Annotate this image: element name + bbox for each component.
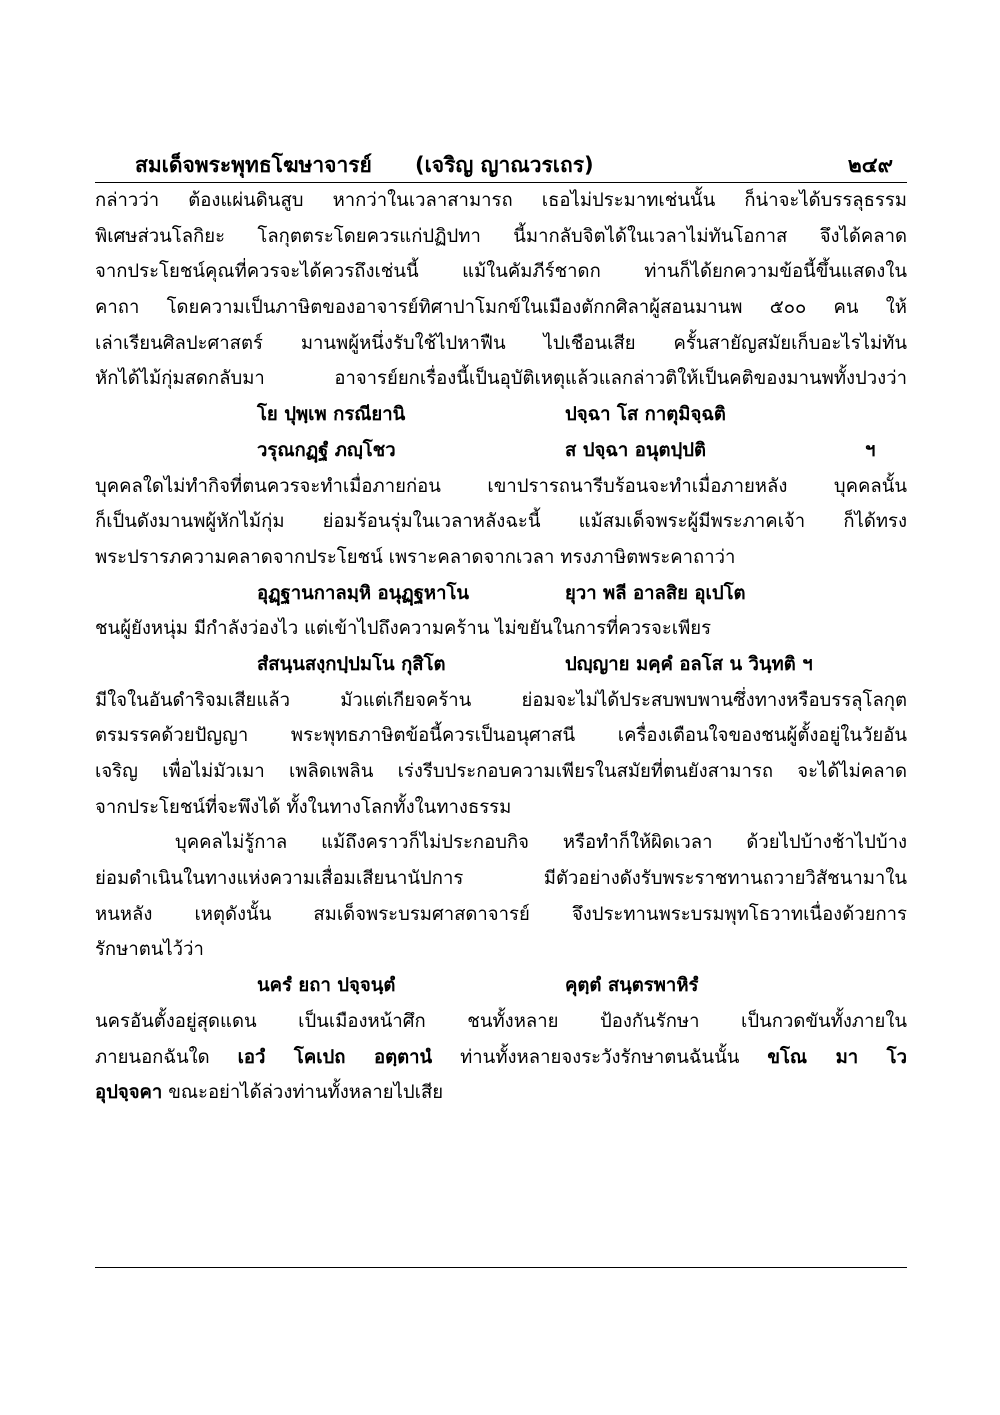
text-line: รักษาตนไว้ว่า <box>95 939 204 961</box>
text-line: คาถา โดยความเป็นภาษิตของอาจารย์ทิศาปาโมกข์ในเมืองตักกศิลาผู้สอนมานพ ๕๐๐ คน ให้ <box>95 297 907 319</box>
paragraph-5 <box>95 825 907 968</box>
text-line: นครอันตั้งอยู่สุดแดน เป็นเมืองหน้าศึก ชนทั้งหลาย ป้องกันรักษา เป็นกวดขันทั้งภายใน <box>95 1010 907 1032</box>
verse-right: ยุวา พลี อาลสิย อุเปโต <box>565 582 746 604</box>
verse-1 <box>95 397 907 468</box>
verse-line <box>95 433 907 469</box>
verse-left: อุฏฺฐานกาลมฺหิ อนุฏฺฐหาโน <box>257 582 470 604</box>
verse-right: คุตฺตํ สนฺตรพาหิรํ <box>565 975 699 997</box>
verse-line <box>95 397 907 433</box>
pali-phrase: ขโณ มา โว <box>767 1046 907 1068</box>
text-run: ขณะอย่าได้ล่วงท่านทั้งหลายไปเสีย <box>162 1082 444 1104</box>
text-run: ท่านทั้งหลายจงระวังรักษาตนฉันนั้น <box>432 1046 768 1068</box>
text-line: กล่าวว่า ต้องแผ่นดินสูบ หากว่าในเวลาสามารถ เธอไม่ประมาทเช่นนั้น ก็น่าจะได้บรรลุธรรม <box>95 190 907 211</box>
footer-rule <box>95 1267 907 1268</box>
text-line: มีใจในอันดำริจมเสียแล้ว มัวแต่เกียจคร้าน ย่อมจะไม่ได้ประสบพบพานซึ่งทางหรือบรรลุโลกุต <box>95 689 907 711</box>
verse-left: โย ปุพฺเพ กรณียานิ <box>257 404 406 426</box>
verse-4 <box>95 968 907 1004</box>
verse-left: นครํ ยถา ปจฺจนฺตํ <box>257 975 396 997</box>
text-line: บุคคลไม่รู้กาล แม้ถึงคราวก็ไม่ประกอบกิจ หรือทำก็ให้ผิดเวลา ด้วยไปบ้างช้าไปบ้าง <box>175 832 907 854</box>
text-line: เล่าเรียนศิลปะศาสตร์ มานพผู้หนึ่งรับใช้ไปหาฟืน ไปเชือนเสีย ครั้นสายัญสมัยเก็บอะไรไม่ทัน <box>95 332 907 354</box>
paragraph-3: ชนผู้ยังหนุ่ม มีกำลังว่องไว แต่เข้าไปถึงความคร้าน ไม่ขยันในการที่ควรจะเพียร <box>95 618 712 640</box>
text-line <box>95 1040 907 1076</box>
verse-left: สํสนฺนสงฺกปฺปมโน กุสิโต <box>257 653 446 675</box>
verse-right: ปจฺฉา โส กาตุมิจฺฉติ <box>565 404 726 426</box>
text-line: ตรมรรคด้วยปัญญา พระพุทธภาษิตข้อนี้ควรเป็นอนุศาสนี เครื่องเตือนใจของชนผู้ตั้งอยู่ในวัยอัน <box>95 725 907 747</box>
text-line: จากประโยชน์ที่จะพึงได้ ทั้งในทางโลกทั้งในทางธรรม <box>95 796 512 818</box>
text-run: ภายนอกฉันใด <box>95 1046 238 1068</box>
text-line: พระปรารภความคลาดจากประโยชน์ เพราะคลาดจากเวลา ทรงภาษิตพระคาถาว่า <box>95 546 736 568</box>
verse-end-mark: ฯ <box>865 439 876 461</box>
paragraph-4 <box>95 683 907 826</box>
text-line: เจริญ เพื่อไม่มัวเมา เพลิดเพลิน เร่งรีบประกอบความเพียรในสมัยที่ตนยังสามารถ จะได้ไม่คลาด <box>95 761 907 782</box>
document-page <box>95 145 907 1111</box>
text-line: หนหลัง เหตุดังนั้น สมเด็จพระบรมศาสดาจารย์ จึงประทานพระบรมพุทโธวาทเนื่องด้วยการ <box>95 903 907 925</box>
paragraph-1 <box>95 183 907 397</box>
paragraph-2 <box>95 469 907 576</box>
text-line: จากประโยชน์คุณที่ควรจะได้ควรถึงเช่นนี้ แม้ในคัมภีร์ชาดก ท่านก็ได้ยกความข้อนี้ขึ้นแสดงใน <box>95 261 907 283</box>
text-line: หักได้ไม้กุ่มสดกลับมา อาจารย์ยกเรื่องนี้เป็นอุบัติเหตุแล้วแลกล่าวติให้เป็นคติของมานพทั้งปวงว่า <box>95 368 907 390</box>
page-number: ๒๔๙ <box>847 153 893 177</box>
running-header <box>95 145 907 183</box>
header-title: สมเด็จพระพุทธโฆษาจารย์ <box>135 153 372 177</box>
text-line: ย่อมดำเนินในทางแห่งความเสื่อมเสียนานัปการ มีตัวอย่างดังรับพระราชทานถวายวิสัชนามาใน <box>95 868 907 890</box>
paragraph-6 <box>95 1004 907 1111</box>
pali-phrase: อุปจฺจคา <box>95 1082 163 1104</box>
verse-right: ปญฺญาย มคฺคํ อลโส น วินฺทติ ฯ <box>565 653 813 675</box>
verse-left: วรุณกฏฺฐํ ภญฺโชว <box>257 439 396 461</box>
verse-2 <box>95 576 907 612</box>
text-line: ก็เป็นดังมานพผู้หักไม้กุ่ม ย่อมร้อนรุ่มในเวลาหลังฉะนี้ แม้สมเด็จพระผู้มีพระภาคเจ้า ก็ได้ทรง <box>95 511 907 533</box>
verse-right: ส ปจฺฉา อนุตปฺปติ <box>565 439 707 461</box>
text-line: พิเศษส่วนโลกิยะ โลกุตตระโดยควรแก่ปฏิปทา นี้มากลับจิตได้ในเวลาไม่ทันโอกาส จึงได้คลาด <box>95 225 907 247</box>
header-subtitle: (เจริญ ญาณวรเถร) <box>415 153 594 177</box>
verse-3 <box>95 647 907 683</box>
pali-phrase: เอวํ โคเปถ อตฺตานํ <box>237 1046 433 1068</box>
text-line: บุคคลใดไม่ทำกิจที่ตนควรจะทำเมื่อภายก่อน เขาปรารถนารีบร้อนจะทำเมื่อภายหลัง บุคคลนั้น <box>95 475 907 497</box>
text-line <box>95 1075 907 1111</box>
